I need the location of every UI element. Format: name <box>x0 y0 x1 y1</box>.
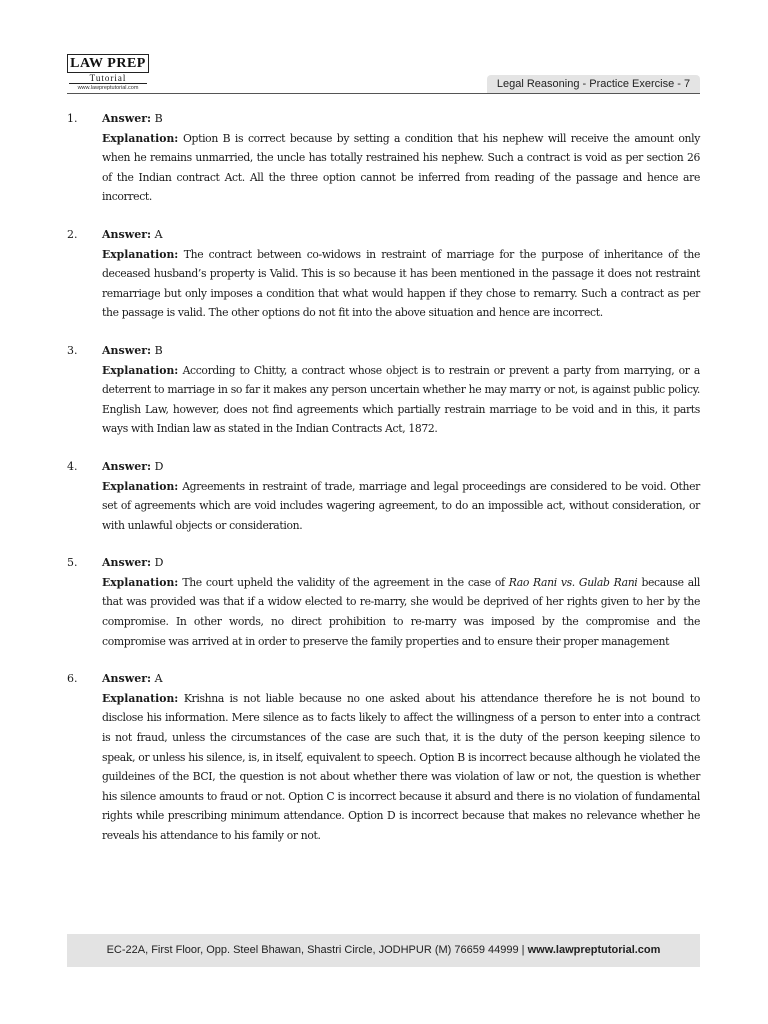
item-number: 1. <box>67 112 78 125</box>
explanation <box>102 361 700 439</box>
explanation-text: Option B is correct because by setting a condition that his nephew will receive the amount only when he remains unmarried, the uncle has totally restrained his nephew. Such a contract is void as per section 26 of the Indian contract Act. All the three option cannot be inferred from reading of the passage and hence are incorrect. <box>102 131 700 204</box>
logo-title: LAW PREP <box>67 54 149 73</box>
answer-value: D <box>154 459 164 473</box>
footer-website-link[interactable]: www.lawpreptutorial.com <box>527 944 661 956</box>
answer-item-2 <box>67 225 700 323</box>
explanation-text: Krishna is not liable because no one asked about his attendance therefore he is not bound to disclose his information. Mere silence as to facts likely to affect the willingness of a person to enter into a contract is not fraud, unless the circumstances of the case are such that, it is the duty of the person keeping silence to speak, or unless his silence, is, in itself, equivalent to speech. Option B is incorrect because although he violated the guildeines of the BCI, the question is not about whether there was violation of law or not, the question is whether his silence amounts to fraud or not. Option C is incorrect because it absurd and there is no violation of fundamental rights while prescribing minimum attendance. Option D is incorrect because that makes no relevance whether he reveals his attendance to his family or not. <box>102 691 700 842</box>
answer-line <box>102 457 700 477</box>
explanation-label: Explanation: <box>102 691 179 705</box>
answer-line <box>102 225 700 245</box>
answer-line <box>102 109 700 129</box>
item-number: 6. <box>67 672 78 686</box>
answer-value: A <box>154 227 163 241</box>
answer-label: Answer: <box>102 112 152 125</box>
explanation-label: Explanation: <box>102 479 179 493</box>
answer-label: Answer: <box>102 343 152 357</box>
answer-value: B <box>154 343 163 357</box>
answer-label: Answer: <box>102 459 152 473</box>
explanation <box>102 129 700 207</box>
explanation-label: Explanation: <box>102 575 179 589</box>
section-title: Legal Reasoning - Practice Exercise - 7 <box>487 75 700 93</box>
answer-label: Answer: <box>102 227 152 241</box>
explanation-label: Explanation: <box>102 247 179 261</box>
logo <box>67 54 149 92</box>
explanation-text: The contract between co-widows in restraint of marriage for the purpose of inheritance of the deceased husband’s property is Valid. This is so because it has been mentioned in the passage it does not restraint remarriage but only imposes a condition that what would happen if they chose to remarry. Such a contract as per the passage is valid. The other options do not fit into the above situation and hence are incorrect. <box>102 247 700 320</box>
answer-label: Answer: <box>102 672 152 686</box>
explanation <box>102 573 700 651</box>
item-number: 5. <box>67 556 78 570</box>
item-number: 2. <box>67 227 78 241</box>
footer-bar <box>67 934 700 967</box>
answer-item-5 <box>67 553 700 651</box>
logo-subtitle: Tutorial <box>69 73 147 84</box>
answer-value: A <box>154 672 163 686</box>
explanation <box>102 245 700 323</box>
item-number: 4. <box>67 459 78 473</box>
header-divider <box>67 93 700 94</box>
explanation-text: The court upheld the validity of the agreement in the case of <box>182 575 509 589</box>
answer-line <box>102 553 700 573</box>
explanation <box>102 689 700 846</box>
answer-value: D <box>154 556 164 570</box>
explanation-label: Explanation: <box>102 363 179 377</box>
answer-item-6 <box>67 669 700 845</box>
footer-address: EC-22A, First Floor, Opp. Steel Bhawan, Shastri Circle, JODHPUR (M) 76659 44999 | <box>106 944 528 956</box>
answer-item-4 <box>67 457 700 535</box>
explanation-text: According to Chitty, a contract whose object is to restrain or prevent a party from marrying, or a deterrent to marriage in so far it makes any person uncertain whether he may marry or not, is against public policy. English Law, however, does not find agreements which partially restrain marriage to be void and in this, it parts ways with Indian law as stated in the Indian Contracts Act, 1872. <box>102 363 700 436</box>
answer-value: B <box>154 112 163 125</box>
explanation-label: Explanation: <box>102 131 179 145</box>
answer-line <box>102 341 700 361</box>
logo-url: www.lawpreptutorial.com <box>77 85 139 91</box>
item-number: 3. <box>67 343 78 357</box>
explanation <box>102 477 700 536</box>
answer-item-3 <box>67 341 700 439</box>
explanation-text: Agreements in restraint of trade, marriage and legal proceedings are considered to be void. Other set of agreements which are void includes wagering agreement, to do an impossible act, without consideration, or with unlawful objects or consideration. <box>102 479 700 532</box>
answer-item-1 <box>67 109 700 207</box>
case-name: Rao Rani vs. Gulab Rani <box>508 575 638 589</box>
answer-line <box>102 669 700 689</box>
answer-label: Answer: <box>102 556 152 570</box>
explanation-text-cont: because all that was provided was that if a widow elected to re-marry, she would be deprived of her rights given to her by the compromise. In other words, no direct prohibition to re-marry was imposed by the compromise and the compromise was arrived at in order to preserve the family properties and to ensure their proper management <box>102 575 700 648</box>
answer-list <box>67 109 700 864</box>
